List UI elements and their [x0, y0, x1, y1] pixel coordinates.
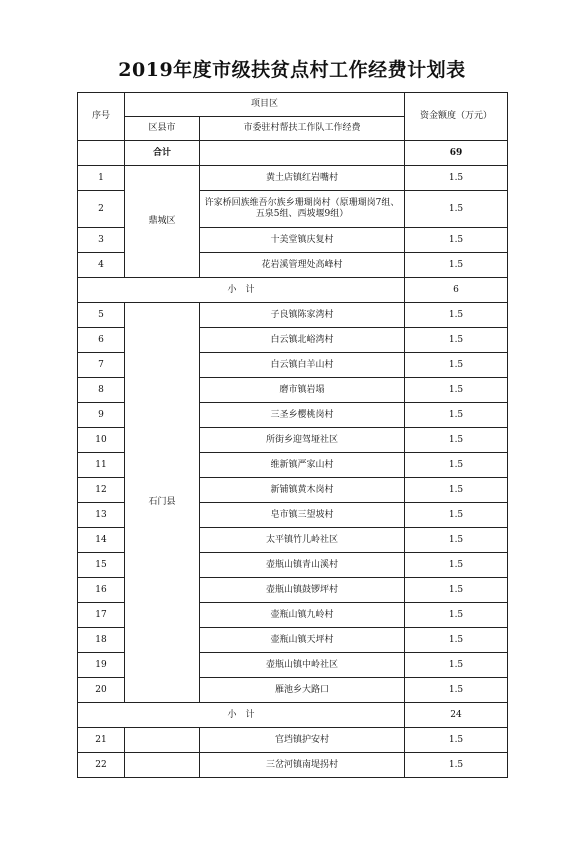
row-number: 1 [78, 166, 125, 191]
county-name [125, 753, 200, 778]
funding-table [77, 92, 508, 778]
row-number: 15 [78, 553, 125, 578]
row-number: 11 [78, 453, 125, 478]
village-name: 太平镇竹儿岭社区 [200, 528, 405, 553]
header-amount: 资金额度（万元） [405, 93, 508, 141]
village-name: 磨市镇岩塌 [200, 378, 405, 403]
header-seq: 序号 [78, 93, 125, 141]
total-blank [78, 141, 125, 166]
village-name: 新铺镇黄木岗村 [200, 478, 405, 503]
village-name: 官垱镇护安村 [200, 728, 405, 753]
row-number: 19 [78, 653, 125, 678]
village-name: 壶瓶山镇中岭社区 [200, 653, 405, 678]
table-row [78, 753, 508, 778]
village-name: 十美堂镇庆复村 [200, 228, 405, 253]
subtotal-row [78, 703, 508, 728]
row-number: 22 [78, 753, 125, 778]
county-name: 鼎城区 [125, 166, 200, 278]
total-label: 合计 [125, 141, 200, 166]
village-name: 三岔河镇南堤拐村 [200, 753, 405, 778]
amount-value: 1.5 [405, 353, 508, 378]
amount-value: 1.5 [405, 428, 508, 453]
row-number: 7 [78, 353, 125, 378]
header-county: 区县市 [125, 117, 200, 141]
amount-value: 1.5 [405, 191, 508, 228]
row-number: 14 [78, 528, 125, 553]
subtotal-label: 小 计 [78, 703, 405, 728]
subtotal-value: 24 [405, 703, 508, 728]
row-number: 4 [78, 253, 125, 278]
amount-value: 1.5 [405, 253, 508, 278]
amount-value: 1.5 [405, 653, 508, 678]
village-name: 白云镇白羊山村 [200, 353, 405, 378]
village-name: 三圣乡樱桃岗村 [200, 403, 405, 428]
row-number: 6 [78, 328, 125, 353]
row-number: 18 [78, 628, 125, 653]
total-blank-2 [200, 141, 405, 166]
village-name: 许家桥回族维吾尔族乡珊瑚岗村（原珊瑚岗7组、五泉5组、西坡堰9组） [200, 191, 405, 228]
village-name: 壶瓶山镇天坪村 [200, 628, 405, 653]
row-number: 16 [78, 578, 125, 603]
village-name: 所街乡迎驾垭社区 [200, 428, 405, 453]
village-name: 壶瓶山镇九岭村 [200, 603, 405, 628]
amount-value: 1.5 [405, 728, 508, 753]
subtotal-label: 小 计 [78, 278, 405, 303]
amount-value: 1.5 [405, 503, 508, 528]
amount-value: 1.5 [405, 678, 508, 703]
row-number: 3 [78, 228, 125, 253]
amount-value: 1.5 [405, 603, 508, 628]
row-number: 13 [78, 503, 125, 528]
header-row [78, 93, 508, 117]
amount-value: 1.5 [405, 453, 508, 478]
amount-value: 1.5 [405, 228, 508, 253]
amount-value: 1.5 [405, 578, 508, 603]
row-number: 17 [78, 603, 125, 628]
amount-value: 1.5 [405, 328, 508, 353]
row-number: 10 [78, 428, 125, 453]
row-number: 2 [78, 191, 125, 228]
table-row [78, 166, 508, 191]
amount-value: 1.5 [405, 553, 508, 578]
total-row [78, 141, 508, 166]
row-number: 5 [78, 303, 125, 328]
subtotal-value: 6 [405, 278, 508, 303]
row-number: 8 [78, 378, 125, 403]
county-name: 石门县 [125, 303, 200, 703]
header-project: 项目区 [125, 93, 405, 117]
amount-value: 1.5 [405, 478, 508, 503]
subtotal-row [78, 278, 508, 303]
amount-value: 1.5 [405, 628, 508, 653]
amount-value: 1.5 [405, 166, 508, 191]
header-team: 市委驻村帮扶工作队工作经费 [200, 117, 405, 141]
village-name: 雁池乡大路口 [200, 678, 405, 703]
village-name: 黄土店镇红岩嘴村 [200, 166, 405, 191]
row-number: 12 [78, 478, 125, 503]
amount-value: 1.5 [405, 753, 508, 778]
amount-value: 1.5 [405, 303, 508, 328]
amount-value: 1.5 [405, 378, 508, 403]
amount-value: 1.5 [405, 403, 508, 428]
village-name: 皂市镇三望坡村 [200, 503, 405, 528]
village-name: 花岩溪管理处高峰村 [200, 253, 405, 278]
row-number: 9 [78, 403, 125, 428]
village-name: 白云镇北峪湾村 [200, 328, 405, 353]
page-title: 2019年度市级扶贫点村工作经费计划表 [118, 59, 466, 81]
row-number: 20 [78, 678, 125, 703]
total-value: 69 [405, 141, 508, 166]
village-name: 壶瓶山镇鼓锣坪村 [200, 578, 405, 603]
village-name: 维新镇严家山村 [200, 453, 405, 478]
table-row [78, 728, 508, 753]
row-number: 21 [78, 728, 125, 753]
county-name [125, 728, 200, 753]
amount-value: 1.5 [405, 528, 508, 553]
village-name: 壶瓶山镇青山溪村 [200, 553, 405, 578]
table-row [78, 303, 508, 328]
village-name: 子良镇陈家湾村 [200, 303, 405, 328]
